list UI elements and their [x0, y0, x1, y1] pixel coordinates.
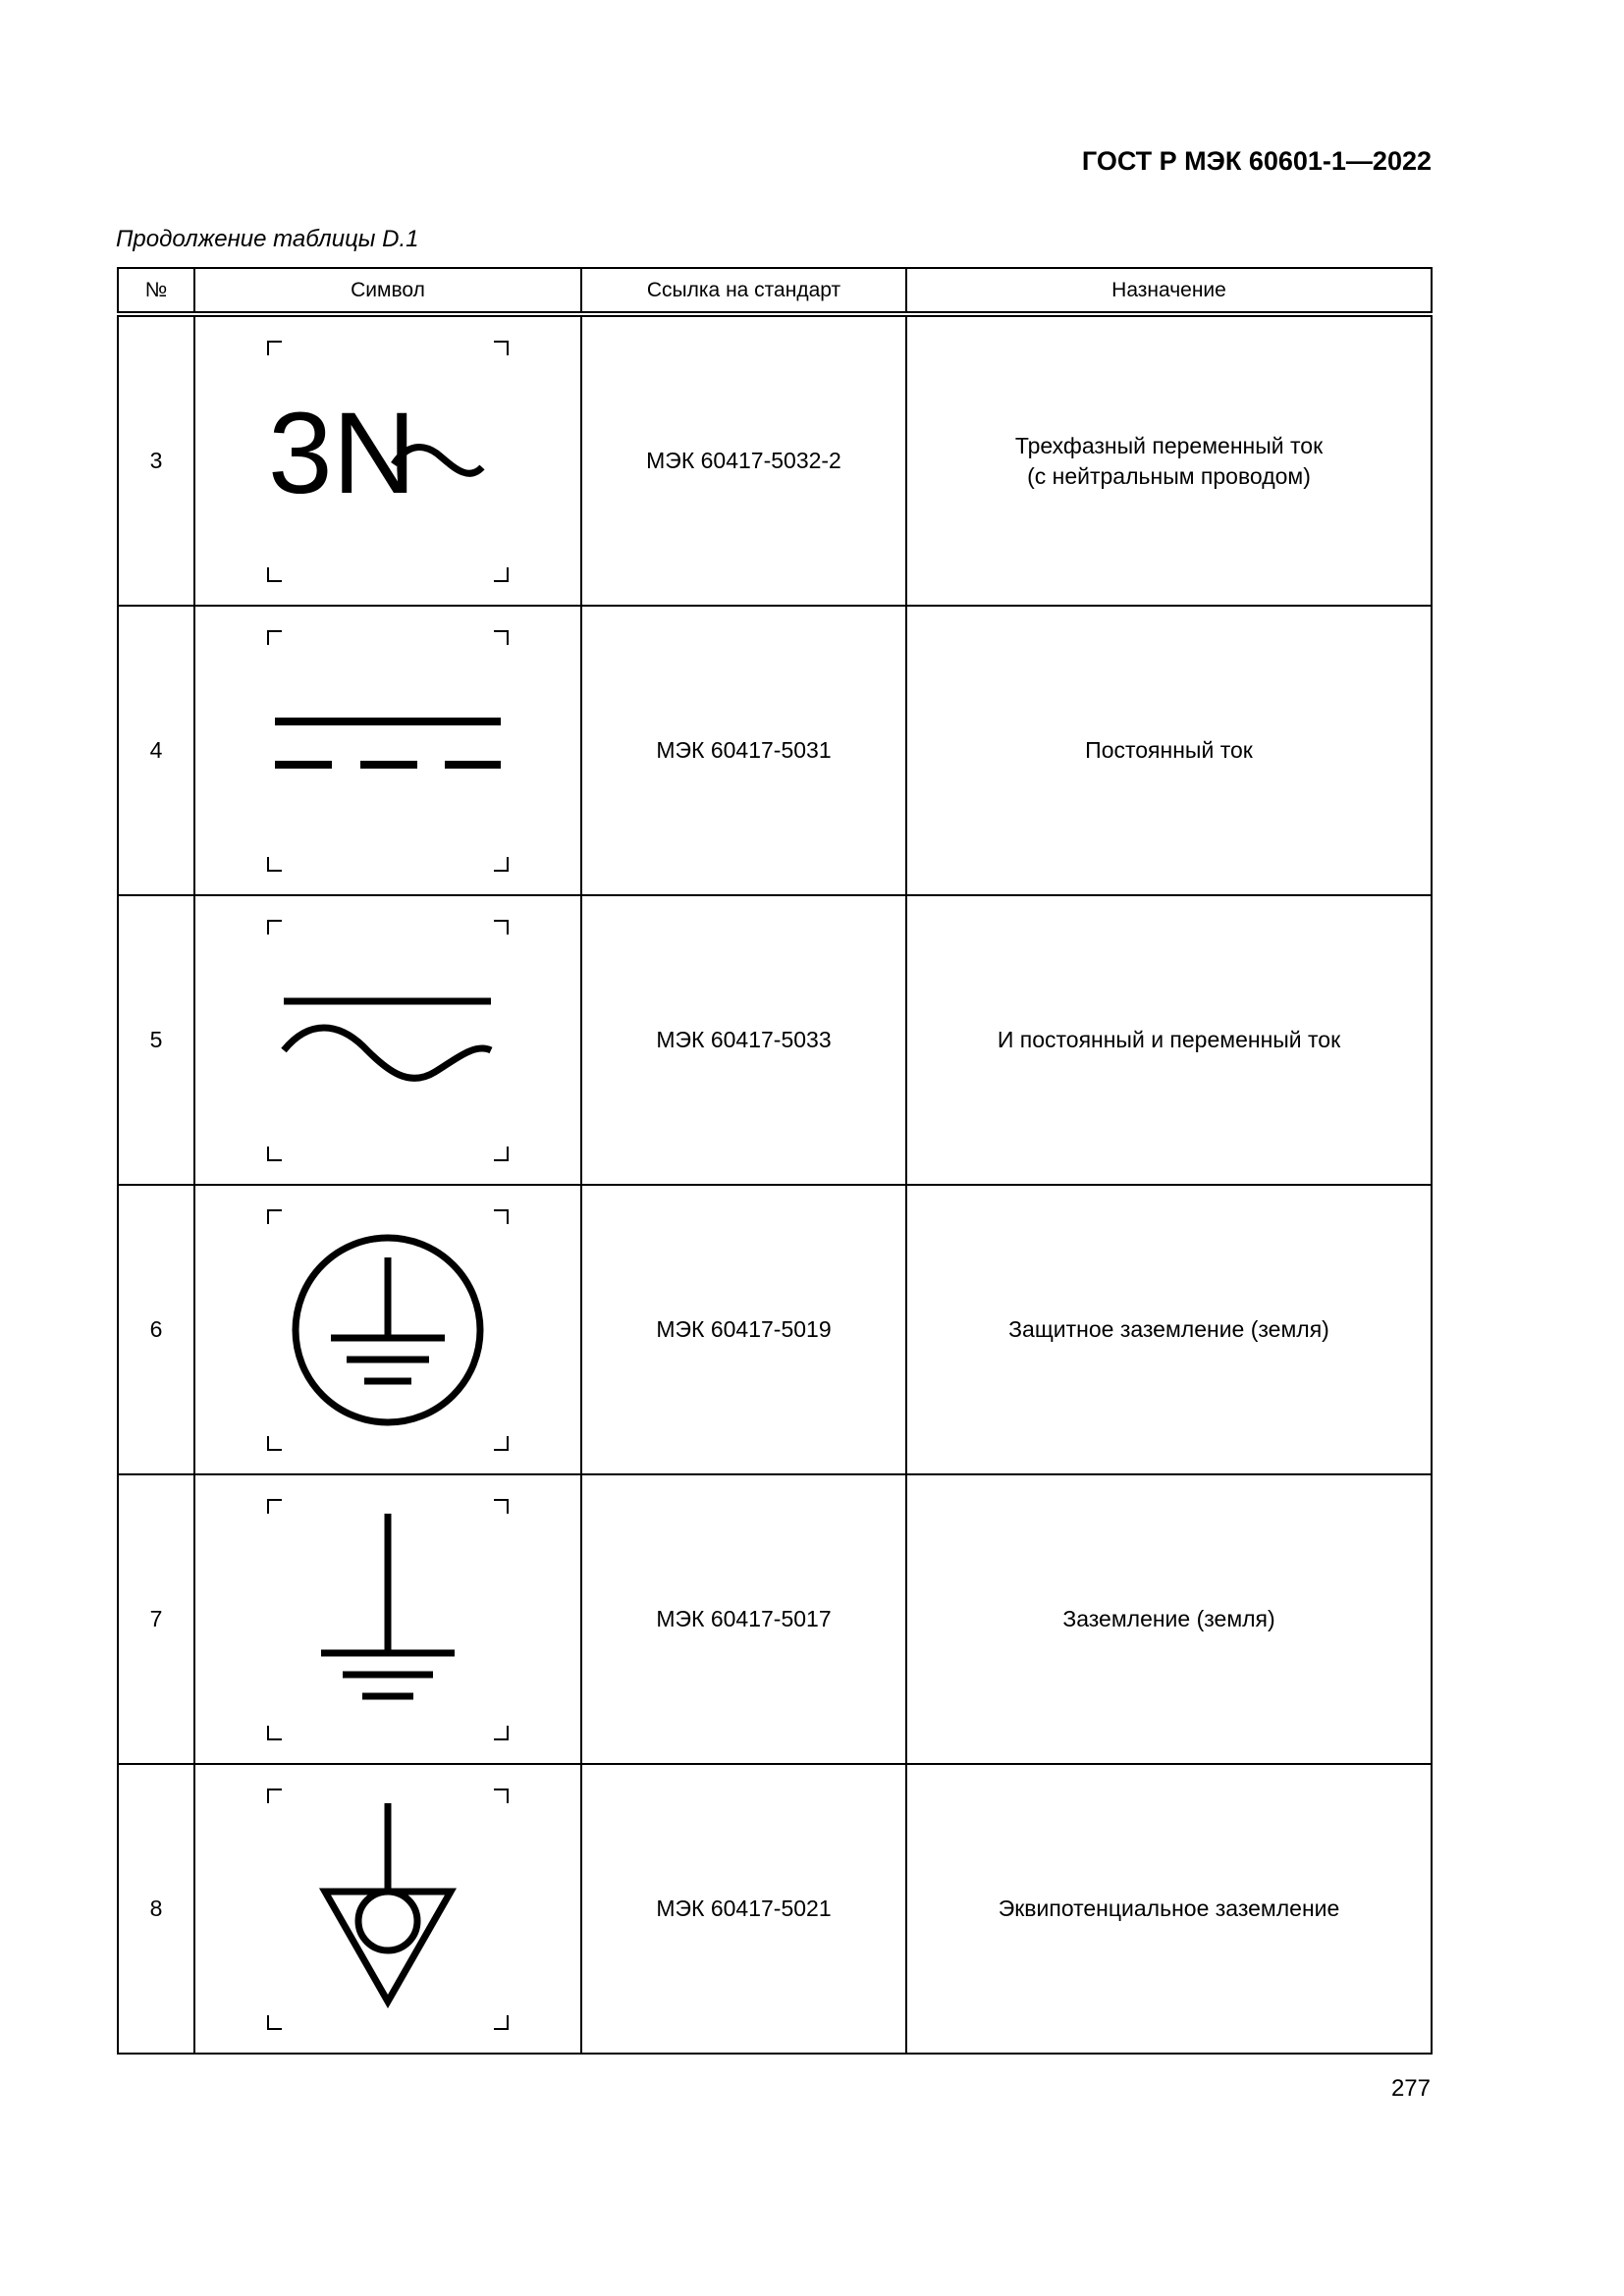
purpose-cell	[906, 895, 1432, 1185]
purpose-line: Защитное заземление (земля)	[1008, 1316, 1329, 1342]
purpose-cell	[906, 1185, 1432, 1474]
column-header-standard: Ссылка на стандарт	[581, 268, 906, 314]
column-header-number: №	[118, 268, 194, 314]
row-number: 3	[118, 314, 194, 606]
symbol-cell	[194, 1764, 581, 2054]
row-number: 8	[118, 1764, 194, 2054]
purpose-line: (с нейтральным проводом)	[1027, 462, 1311, 489]
row-number: 7	[118, 1474, 194, 1764]
column-header-symbol: Символ	[194, 268, 581, 314]
row-number: 6	[118, 1185, 194, 1474]
symbol-cell	[194, 314, 581, 606]
symbol-cell	[194, 1185, 581, 1474]
table-row	[118, 1185, 1432, 1474]
purpose-cell	[906, 606, 1432, 895]
standard-ref: МЭК 60417-5017	[581, 1474, 906, 1764]
row-number: 4	[118, 606, 194, 895]
standard-ref: МЭК 60417-5031	[581, 606, 906, 895]
purpose-line: И постоянный и переменный ток	[997, 1027, 1341, 1052]
standard-ref: МЭК 60417-5021	[581, 1764, 906, 2054]
table-row	[118, 314, 1432, 606]
standard-ref: МЭК 60417-5032-2	[581, 314, 906, 606]
purpose-cell	[906, 1474, 1432, 1764]
protective-earth-symbol	[260, 1202, 515, 1458]
table-row	[118, 1474, 1432, 1764]
purpose-cell	[906, 1764, 1432, 2054]
symbols-table	[117, 267, 1433, 2055]
row-number: 5	[118, 895, 194, 1185]
purpose-line: Заземление (земля)	[1062, 1606, 1275, 1631]
table-caption: Продолжение таблицы D.1	[116, 226, 419, 252]
symbol-text: 3N	[268, 388, 416, 518]
equipotential-symbol	[260, 1782, 515, 2037]
purpose-cell	[906, 314, 1432, 606]
symbol-cell	[194, 1474, 581, 1764]
table-row	[118, 895, 1432, 1185]
page-number: 277	[1390, 2075, 1431, 2102]
purpose-line: Постоянный ток	[1085, 737, 1253, 763]
purpose-line: Эквипотенциальное заземление	[998, 1896, 1340, 1921]
ac-dc-symbol	[260, 913, 515, 1168]
table-row	[118, 606, 1432, 895]
document-header: ГОСТ Р МЭК 60601-1—2022	[1081, 146, 1432, 176]
standard-ref: МЭК 60417-5019	[581, 1185, 906, 1474]
purpose-line: Трехфазный переменный ток	[1014, 432, 1324, 458]
three-phase-ac-neutral-symbol	[260, 334, 515, 589]
column-header-purpose: Назначение	[906, 268, 1432, 314]
direct-current-symbol	[260, 623, 515, 879]
standard-ref: МЭК 60417-5033	[581, 895, 906, 1185]
symbol-cell	[194, 606, 581, 895]
symbol-cell	[194, 895, 581, 1185]
earth-ground-symbol	[260, 1492, 515, 1747]
table-row	[118, 1764, 1432, 2054]
table-header-row	[118, 268, 1432, 314]
